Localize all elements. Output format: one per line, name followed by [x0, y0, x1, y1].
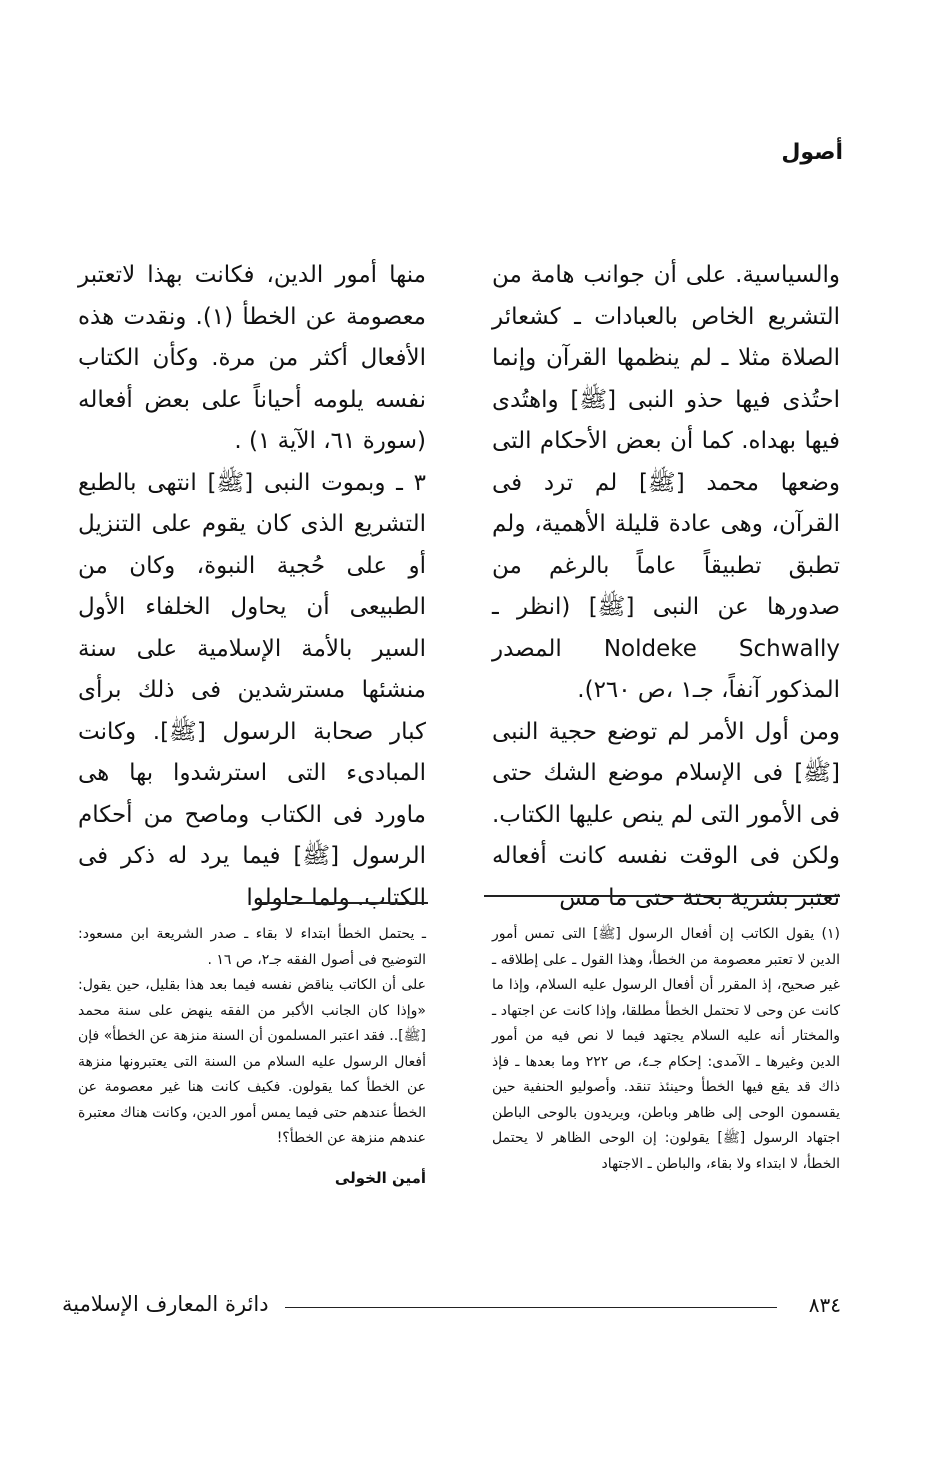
body-column-right: [492, 255, 840, 919]
footnote-separator-right: [484, 895, 840, 897]
body-column-left: [78, 255, 426, 919]
footnote-text: (١) يقول الكاتب إن أفعال الرسول [ﷺ] التى تمس أمور الدين لا تعتبر معصومة من الخطأ، وهذا القول ـ على إطلاقه ـ غير صحيح، إذ المقرر أن أفعال الرسول عليه السلام، وإذا ما كانت عن وحى لا تحتمل الخطأ مطلقا، وإذا كانت عن اجتهاد ـ والمختار أنه عليه السلام يجتهد فيما لا نص فيه من أمور الدين وغيرها ـ الآمدى: إحكام جـ٤، ص ٢٢٢ وما بعدها ـ فإذ ذاك قد يقع فيها الخطأ وحينئذ تنقد. وأصوليو الحنفية حين يقسمون الوحى إلى ظاهر وباطن، ويريدون بالوحى الباطن اجتهاد الرسول [ﷺ] يقولون: إن الوحى الظاهر لا يحتمل الخطأ، لا ابتداء ولا بقاء، والباطن ـ الاجتهاد: [492, 926, 840, 1172]
body-paragraph: منها أمور الدين، فكانت بهذا لاتعتبر معصومة عن الخطأ (١). ونقدت هذه الأفعال أكثر من مرة. وكأن الكتاب نفسه يلومه أحياناً على بعض أفعاله (سورة ٦١، الآية ١) .: [78, 262, 426, 454]
body-paragraph: ومن أول الأمر لم توضع حجية النبى [ﷺ] فى الإسلام موضع الشك حتى فى الأمور التى لم ينص عليها الكتاب. ولكن فى الوقت نفسه كانت أفعاله تعتبر بشرية بحتة حتى ما مس: [492, 718, 840, 911]
page-number: ٨٣٤: [808, 1293, 841, 1317]
footnote-text: على أن الكاتب يناقض نفسه فيما بعد هذا بقليل، حين يقول: «وإذا كان الجانب الأكبر من الفقه ينهض على سنة محمد [ﷺ].. فقد اعتبر المسلمون أن السنة منزهة عن الخطأ» فإن أفعال الرسول عليه السلام من السنة التى يعتبرونها منزهة عن الخطأ كما يقولون. فكيف كانت هنا غير معصومة عن الخطأ عندهم حتى فيما يمس أمور الدين، وكانت هناك معتبرة عندهم منزهة عن الخطأ؟!: [78, 977, 426, 1146]
running-head: أصول: [781, 140, 843, 165]
footnote-separator-left: [258, 902, 428, 904]
footnote-signature: أمين الخولى: [334, 1168, 426, 1187]
footnote-column-left: [78, 922, 426, 1191]
footer-rule: [285, 1307, 777, 1308]
body-paragraph: ٣ ـ وبموت النبى [ﷺ] انتهى بالطبع التشريع الذى كان يقوم على التنزيل أو على حُجية النبوة، وكان من الطبيعى أن يحاول الخلفاء الأول السير بالأمة الإسلامية على سنة منشئها مسترشدين فى ذلك برأى كبار صحابة الرسول [ﷺ]. وكانت المبادىء التى استرشدوا بها هى ماورد فى الكتاب وماصح من أحكام الرسول [ﷺ] فيما يرد له ذكر فى الكتاب. ولما حاولوا: [78, 469, 426, 911]
body-paragraph: والسياسية. على أن جوانب هامة من التشريع الخاص بالعبادات ـ كشعائر الصلاة مثلا ـ لم ينظمها القرآن وإنما احتُذى فيها حذو النبى [ﷺ] واهتُدى فيها بهداه. كما أن بعض الأحكام التى وضعها محمد [ﷺ] لم ترد فى القرآن، وهى عادة قليلة الأهمية، ولم تطبق تطبيقاً عاماً بالرغم من صدورها عن النبى [ﷺ] (انظر ـ Noldeke Schwally المصدر المذكور آنفاً، جـ١ ،ص ٢٦٠).: [492, 262, 840, 703]
footnote-column-right: [492, 922, 840, 1177]
publication-title: دائرة المعارف الإسلامية: [62, 1292, 269, 1316]
footnote-text: ـ يحتمل الخطأ ابتداء لا بقاء ـ صدر الشريعة ابن مسعود: التوضيح فى أصول الفقه جـ٢، ص ١٦ .: [78, 926, 426, 968]
